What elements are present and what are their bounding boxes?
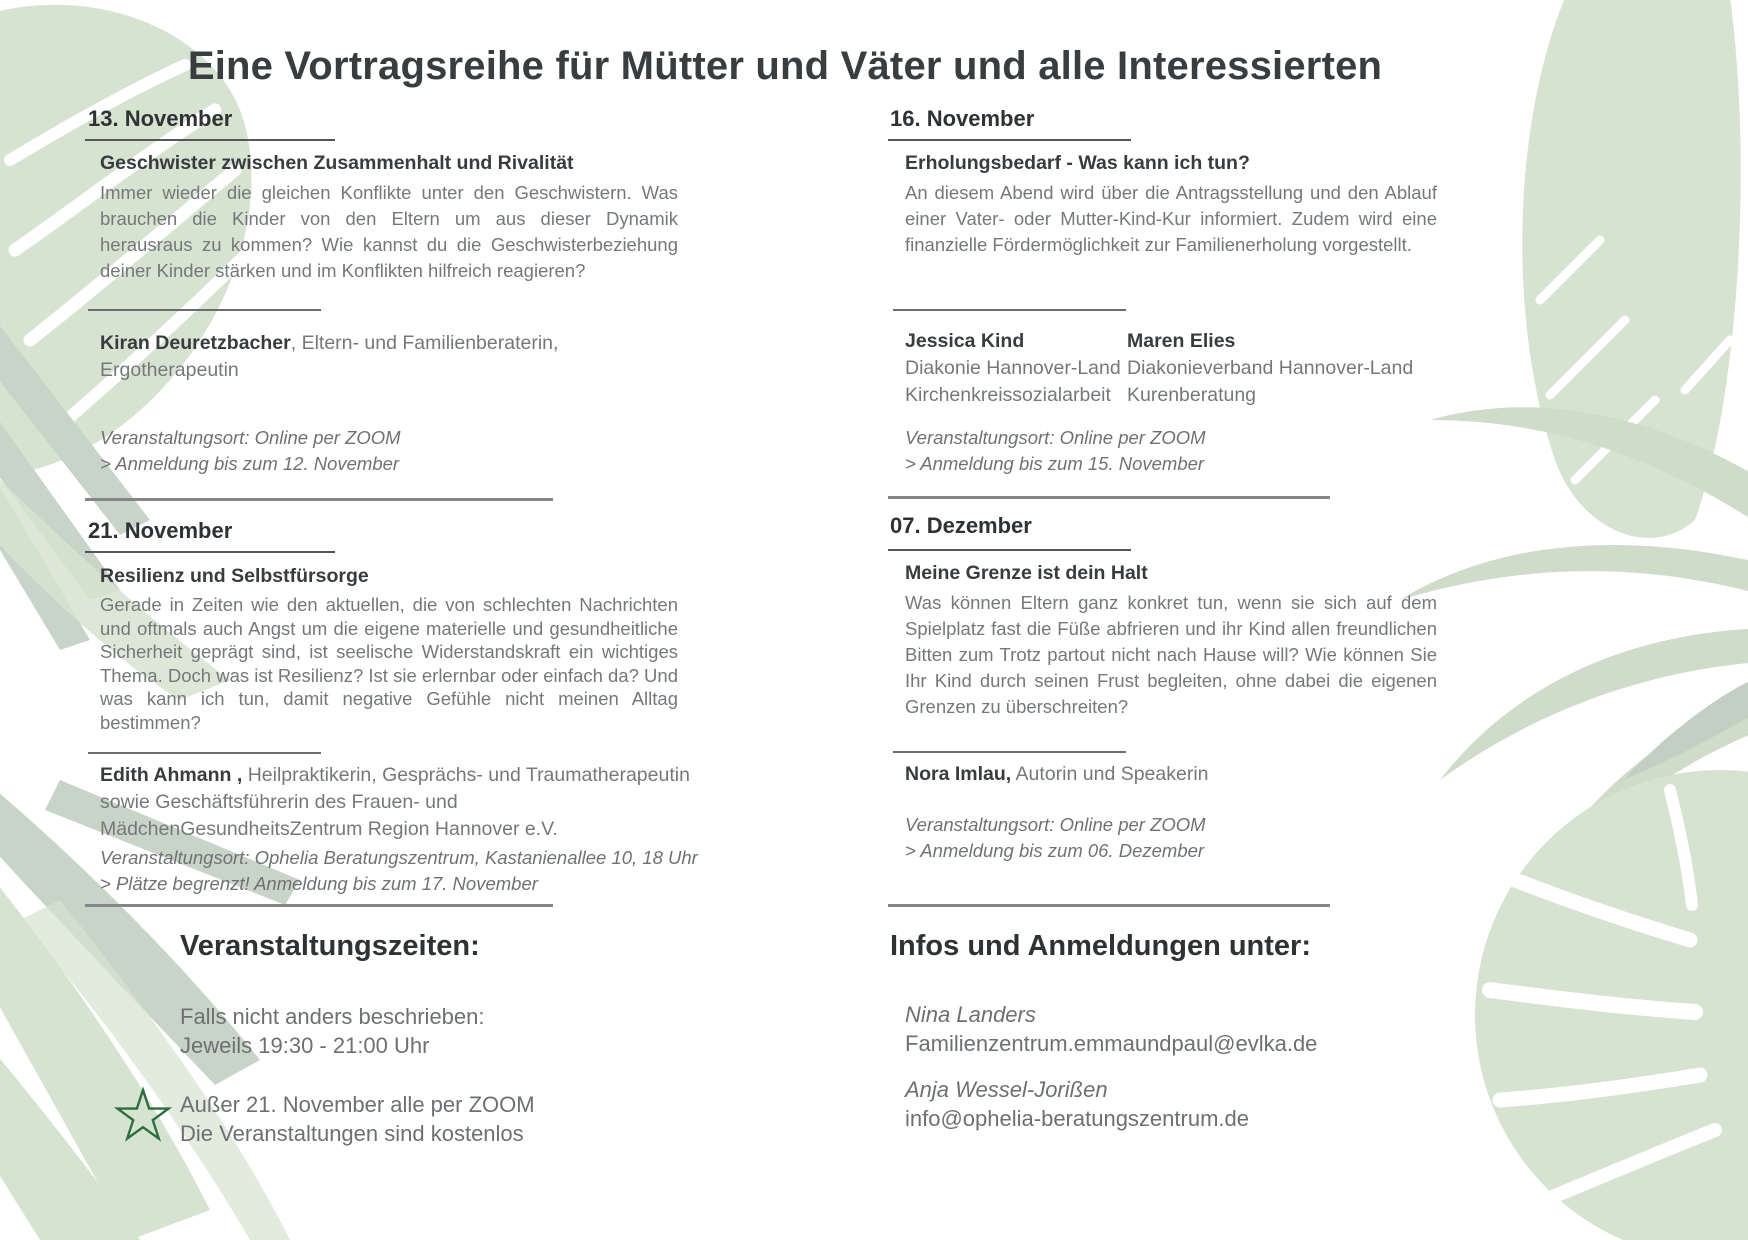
speaker-name: Nora Imlau, xyxy=(905,763,1012,785)
venue-line: Veranstaltungsort: Online per ZOOM xyxy=(905,814,1206,835)
speaker-role-line2: sowie Geschäftsführerin des Frauen- und xyxy=(100,791,458,813)
info-heading: Infos und Anmeldungen unter: xyxy=(890,930,1311,962)
speakers-row xyxy=(905,328,1425,409)
speaker-org-line: Diakonie Hannover-Land xyxy=(905,357,1121,379)
times-lines xyxy=(180,1002,485,1060)
venue-line: Veranstaltungsort: Online per ZOOM xyxy=(905,427,1206,448)
times-notes xyxy=(180,1090,535,1148)
speaker-divider xyxy=(893,751,1126,753)
date-underline xyxy=(85,139,335,141)
times-note2: Die Veranstaltungen sind kostenlos xyxy=(180,1121,524,1146)
date-underline xyxy=(888,139,1131,141)
speaker-divider xyxy=(893,309,1126,311)
speaker-block xyxy=(100,330,720,384)
event-13-november xyxy=(100,152,678,284)
venue-block xyxy=(905,425,1206,477)
speaker-role: Heilpraktikerin, Gesprächs- und Traumatherapeutin xyxy=(242,764,690,786)
event-topic: Meine Grenze ist dein Halt xyxy=(905,562,1148,584)
speaker-role: Autorin und Speakerin xyxy=(1011,763,1209,785)
speaker-name: Maren Elies xyxy=(1127,330,1236,352)
section-divider xyxy=(85,498,553,501)
times-line1: Falls nicht anders beschrieben: xyxy=(180,1004,485,1029)
date-heading-07-dezember: 07. Dezember xyxy=(890,513,1032,538)
contact-name: Anja Wessel-Jorißen xyxy=(905,1077,1108,1102)
event-16-november xyxy=(905,152,1437,258)
date-underline xyxy=(888,549,1131,551)
registration-line: > Anmeldung bis zum 15. November xyxy=(905,453,1205,474)
event-description: Was können Eltern ganz konkret tun, wenn sie sich auf dem Spielplatz fast die Füße abfrieren und ihr Kind allen freundlichen Bitten zum Trotz partout nicht nach Hause will? Wie können Sie Ihr Kind durch seinen Frust begleiten, ohne dabei die eigenen Grenzen zu überschreiten? xyxy=(905,592,1437,717)
speaker-name: Kiran Deuretzbacher xyxy=(100,332,291,354)
speaker-org-line: Kurenberatung xyxy=(1127,384,1257,406)
date-heading-13-november: 13. November xyxy=(88,106,233,131)
times-heading: Veranstaltungszeiten: xyxy=(180,930,480,962)
venue-block xyxy=(905,812,1206,864)
speaker-role: , Eltern- und Familienberaterin, xyxy=(290,332,559,354)
speaker-block xyxy=(905,761,1445,788)
speaker-divider xyxy=(88,752,321,754)
contact-email: Familienzentrum.emmaundpaul@evlka.de xyxy=(905,1031,1318,1056)
speaker-name: Jessica Kind xyxy=(905,330,1025,352)
venue-block xyxy=(100,425,401,477)
speaker-role-line3: MädchenGesundheitsZentrum Region Hannover e.V. xyxy=(100,818,558,840)
star-icon xyxy=(114,1086,172,1148)
page-title: Eine Vortragsreihe für Mütter und Väter und alle Interessierten xyxy=(187,44,1383,88)
date-heading-21-november: 21. November xyxy=(88,518,233,543)
times-note1: Außer 21. November alle per ZOOM xyxy=(180,1092,535,1117)
date-underline xyxy=(85,551,335,553)
date-heading-16-november: 16. November xyxy=(890,106,1035,131)
event-topic: Resilienz und Selbstfürsorge xyxy=(100,565,369,587)
times-line2: Jeweils 19:30 - 21:00 Uhr xyxy=(180,1033,430,1058)
contact-name: Nina Landers xyxy=(905,1002,1036,1027)
contact-email: info@ophelia-beratungszentrum.de xyxy=(905,1106,1249,1131)
contact-block-1 xyxy=(905,1000,1317,1058)
speaker-card xyxy=(905,328,1127,409)
event-topic: Geschwister zwischen Zusammenhalt und Rivalität xyxy=(100,152,574,174)
section-divider xyxy=(888,904,1330,907)
event-description: Gerade in Zeiten wie den aktuellen, die von schlechten Nachrichten und oftmals auch Angst um die eigene materielle und gesundheitliche Sicherheit geprägt sind, ist seelische Widerstandskraft ein wichtiges Thema. Doch was ist Resilienz? Ist sie erlernbar oder einfach da? Und was kann ich tun, damit negative Gefühle nicht meinen Alltag bestimmen? xyxy=(100,594,678,733)
event-description: An diesem Abend wird über die Antragsstellung und den Ablauf einer Vater- oder Mutter-Kind-Kur informiert. Zudem wird eine finanzielle Fördermöglichkeit zur Familienerholung vorgestellt. xyxy=(905,182,1437,255)
speaker-org-line: Kirchenkreissozialarbeit xyxy=(905,384,1111,406)
event-description: Immer wieder die gleichen Konflikte unter den Geschwistern. Was brauchen die Kinder von den Eltern um aus dieser Dynamik herausraus zu kommen? Wie kannst du die Geschwisterbeziehung deiner Kinder stärken und im Konflikten hilfreich reagieren? xyxy=(100,182,678,281)
speaker-block xyxy=(100,762,740,843)
event-topic: Erholungsbedarf - Was kann ich tun? xyxy=(905,152,1250,174)
speaker-role-line2: Ergotherapeutin xyxy=(100,359,239,381)
section-divider xyxy=(888,496,1330,499)
venue-line: Veranstaltungsort: Online per ZOOM xyxy=(100,427,401,448)
venue-line: Veranstaltungsort: Ophelia Beratungszentrum, Kastanienallee 10, 18 Uhr xyxy=(100,847,698,868)
venue-block xyxy=(100,845,698,897)
registration-line: > Plätze begrenzt! Anmeldung bis zum 17. November xyxy=(100,873,538,894)
contact-block-2 xyxy=(905,1075,1249,1133)
section-divider xyxy=(85,904,553,907)
registration-line: > Anmeldung bis zum 06. Dezember xyxy=(905,840,1205,861)
speaker-divider xyxy=(88,309,321,311)
speaker-org-line: Diakonieverband Hannover-Land xyxy=(1127,357,1414,379)
speaker-card xyxy=(1127,328,1425,409)
event-21-november xyxy=(100,565,678,734)
event-07-dezember xyxy=(905,562,1437,720)
speaker-name: Edith Ahmann , xyxy=(100,764,243,786)
registration-line: > Anmeldung bis zum 12. November xyxy=(100,453,400,474)
